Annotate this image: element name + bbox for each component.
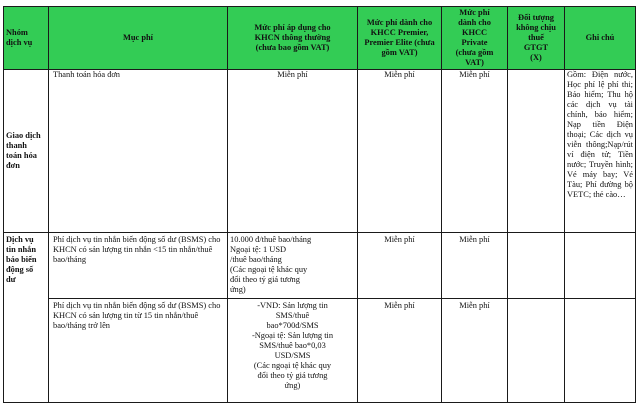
premier-fee-cell: Miễn phí (358, 299, 442, 403)
vat-exempt-cell (508, 70, 565, 233)
premier-fee-cell: Miễn phí (358, 233, 442, 299)
service-group-cell: Dịch vụ tin nhắn báo biến động số dư (4, 233, 49, 403)
table-row (4, 299, 636, 403)
header-note: Ghi chú (565, 7, 636, 70)
fee-item-cell: Phí dịch vụ tin nhắn biến động số dư (BSMS) cho KHCN có sản lượng tin nhắn <15 tin nhắn/thuê bao/tháng (49, 233, 228, 299)
fee-table (3, 6, 636, 403)
fee-item-cell: Thanh toán hóa đơn (49, 70, 228, 233)
vat-exempt-cell (508, 299, 565, 403)
standard-fee-cell: -VND: Sản lượng tin SMS/thuê bao*700đ/SMS -Ngoại tệ: Sản lượng tin SMS/thuê bao*0,03 USD/SMS (Các ngoại tệ khác quy đổi theo tỷ giá tương ứng) (228, 299, 358, 403)
note-cell (565, 233, 636, 299)
note-cell (565, 299, 636, 403)
header-service-group: Nhóm dịch vụ (4, 7, 49, 70)
standard-fee-cell: 10.000 đ/thuê bao/tháng Ngoại tệ: 1 USD /thuê bao/tháng (Các ngoại tệ khác quy đổi theo tỷ giá tương ứng) (228, 233, 358, 299)
table-header-row (4, 7, 636, 70)
private-fee-cell: Miễn phí (442, 233, 508, 299)
header-vat-exempt: Đối tượng không chịu thuế GTGT (X) (508, 7, 565, 70)
table-row (4, 233, 636, 299)
service-group-cell: Giao dịch thanh toán hóa đơn (4, 70, 49, 233)
header-private-fee: Mức phí dành cho KHCC Private (chưa gồm VAT) (442, 7, 508, 70)
table-row (4, 70, 636, 233)
private-fee-cell: Miễn phí (442, 70, 508, 233)
private-fee-cell: Miễn phí (442, 299, 508, 403)
vat-exempt-cell (508, 233, 565, 299)
note-cell: Gồm: Điện nước, Học phí lệ phí thi; Bảo hiểm; Thu hộ các dịch vụ tài chính, bảo hiểm; Nạp tiền Điện thoại; Các dịch vụ viễn thông;Nạp/rút ví điện tử; Tiền nước; Truyền hình; Vé máy bay; Vé Tàu; Phí đường bộ VETC; thẻ cào… (565, 70, 636, 233)
standard-fee-cell: Miễn phí (228, 70, 358, 233)
header-standard-fee: Mức phí áp dụng cho KHCN thông thường (chưa bao gồm VAT) (228, 7, 358, 70)
header-premier-fee: Mức phí dành cho KHCC Premier, Premier Elite (chưa gồm VAT) (358, 7, 442, 70)
header-fee-item: Mục phí (49, 7, 228, 70)
premier-fee-cell: Miễn phí (358, 70, 442, 233)
fee-item-cell: Phí dịch vụ tin nhắn biến động số dư (BSMS) cho KHCN có sản lượng tin từ 15 tin nhắn/thuê bao/tháng trở lên (49, 299, 228, 403)
